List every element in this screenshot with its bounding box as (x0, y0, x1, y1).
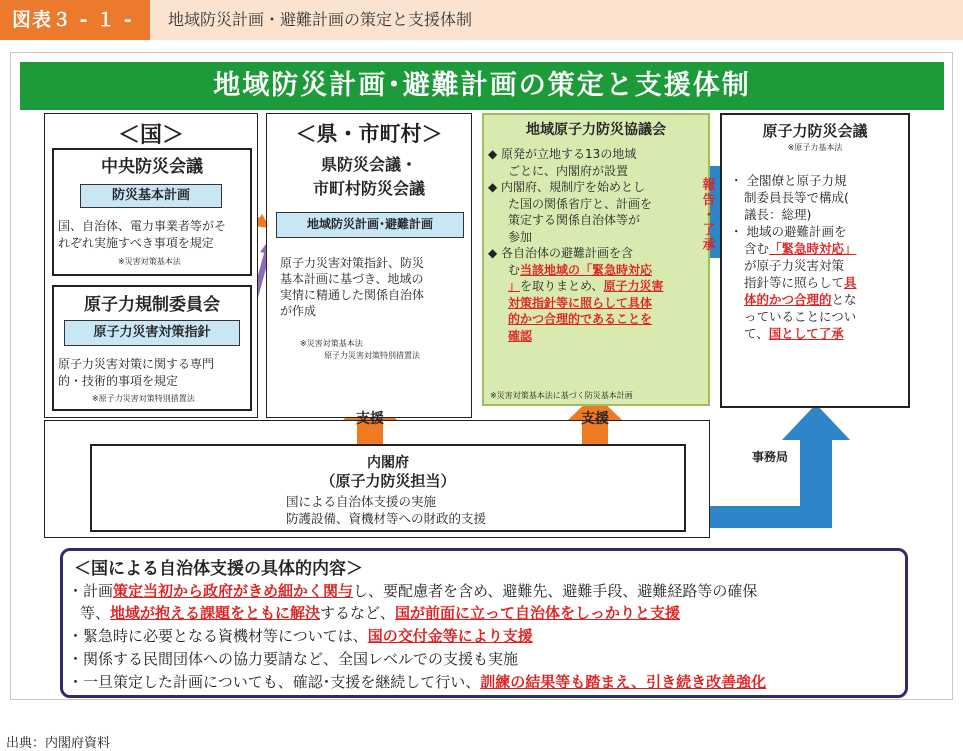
regional-plan-box: 地域防災計画･避難計画 (276, 212, 464, 238)
central-desc-2: れぞれ実施すべき事項を規定 (58, 236, 214, 250)
secretariat-label: 事務局 (752, 450, 789, 464)
details-line-4: ・関係する民間団体への協力要請など、全国レベルでの支援も実施 (68, 650, 519, 668)
nuclear-guide-box: 原子力災害対策指針 (64, 320, 240, 346)
nra-desc-1: 原子力災害対策に関する専門 (58, 357, 215, 371)
cabinet-office-desc (286, 493, 486, 527)
central-council-title: 中央防災会議 (101, 157, 203, 177)
council-bullet-2: ◆ 内閣府、規制庁を始めとし (488, 180, 646, 194)
support-label-1: 支援 (356, 411, 384, 427)
council-law: ※災害対策基本法に基づく防災基本計画 (490, 391, 633, 400)
cabinet-office-desc-2: 防護設備、資機材等への財政的支援 (286, 511, 487, 526)
prefecture-law-1: ※災害対策基本法 (300, 339, 363, 348)
regional-council-bullets: ◆ 原発が立地する13の地域 ごとに、内閣府が設置 ◆ 内閣府、規制庁を始めとし た国の関係省庁と、計画を 策定する関係自治体等が 参加 ◆ 各自治体の避難計画を含 む当該地域の「緊急時対応 」を取りまとめ、原子力災害 対策指針等に照らして具体 的かつ合理的であることを 確認 (488, 146, 706, 344)
nra-law: ※原子力災害対策特別措置法 (92, 394, 195, 403)
prefecture-sub-1: 県防災会議・ (320, 155, 417, 174)
central-desc-1: 国、自治体、電力事業者等がそ (58, 219, 227, 233)
council-bullet-1: ◆ 原発が立地する13の地域 (488, 147, 637, 161)
figure-label: 図表３ - １ - (0, 0, 150, 40)
nuclear-disaster-council-title: 原子力防災会議 (762, 122, 868, 140)
prefecture-desc-1: 原子力災害対策指針、防災 (280, 256, 425, 270)
regional-council-title: 地域原子力防災協議会 (526, 122, 666, 138)
details-line-1: ・計画策定当初から政府がきめ細かく関与し、要配慮者を含め、避難先、避難手段、避難経路等の確保 (68, 582, 758, 600)
prefecture-desc (280, 255, 424, 319)
central-law: ※災害対策基本法 (118, 257, 181, 266)
support-label-2: 支援 (581, 411, 609, 427)
nra-desc-2: 的・技術的事項を規定 (58, 374, 179, 388)
prefecture-law-2: 原子力災害対策特別措置法 (324, 351, 420, 360)
prefecture-desc-4: が作成 (280, 304, 317, 318)
nuclear-council-bullets: ・ 全閣僚と原子力規 制委員長等で構成( 議長：総理) ・ 地域の避難計画を 含む「緊急時対応」 が原子力災害対策 指針等に照らして具 体的かつ合理的とな っていることについ て、国として了承 (730, 173, 857, 341)
cabinet-office-title: 内閣府 (367, 455, 409, 471)
prefecture-sub-2: 市町村防災会議 (312, 179, 425, 198)
figure-title: 地域防災計画・避難計画の策定と支援体制 (168, 10, 473, 29)
disaster-basic-plan-box: 防災基本計画 (80, 184, 222, 208)
council-bullet-3: ◆ 各自治体の避難計画を含 (488, 246, 634, 260)
cabinet-office-desc-1: 国による自治体支援の実施 (286, 494, 437, 509)
nra-title: 原子力規制委員会 (84, 295, 220, 315)
support-details-title: ＜国による自治体支援の具体的内容＞ (74, 559, 363, 579)
prefecture-desc-2: 基本計画に基づき、地域の (280, 272, 424, 286)
report-approve-label: 報 告 ・ 了 承 (702, 178, 716, 253)
source-footer: 出典：内閣府資料 (6, 736, 111, 751)
secretariat-arrow (710, 404, 850, 528)
prefecture-desc-3: 実情に精通した関係自治体 (280, 288, 425, 302)
details-line-3: ・緊急時に必要となる資機材等については、国の交付金等により支援 (68, 627, 533, 645)
diagram-banner: 地域防災計画･避難計画の策定と支援体制 (20, 62, 944, 110)
nuclear-council-law: ※原子力基本法 (787, 143, 843, 152)
details-line-5: ・一旦策定した計画についても、確認･支援を継続して行い、訓練の結果等も踏まえ、引き続き改善強化 (68, 673, 767, 691)
cabinet-office-sub: （原子力防災担当） (320, 472, 456, 490)
national-heading: ＜国＞ (117, 123, 184, 148)
prefecture-heading: ＜県・市町村＞ (295, 122, 443, 146)
details-line-2: 等、地域が抱える課題をともに解決するなど、国が前面に立って自治体をしっかりと支援 (80, 604, 681, 622)
